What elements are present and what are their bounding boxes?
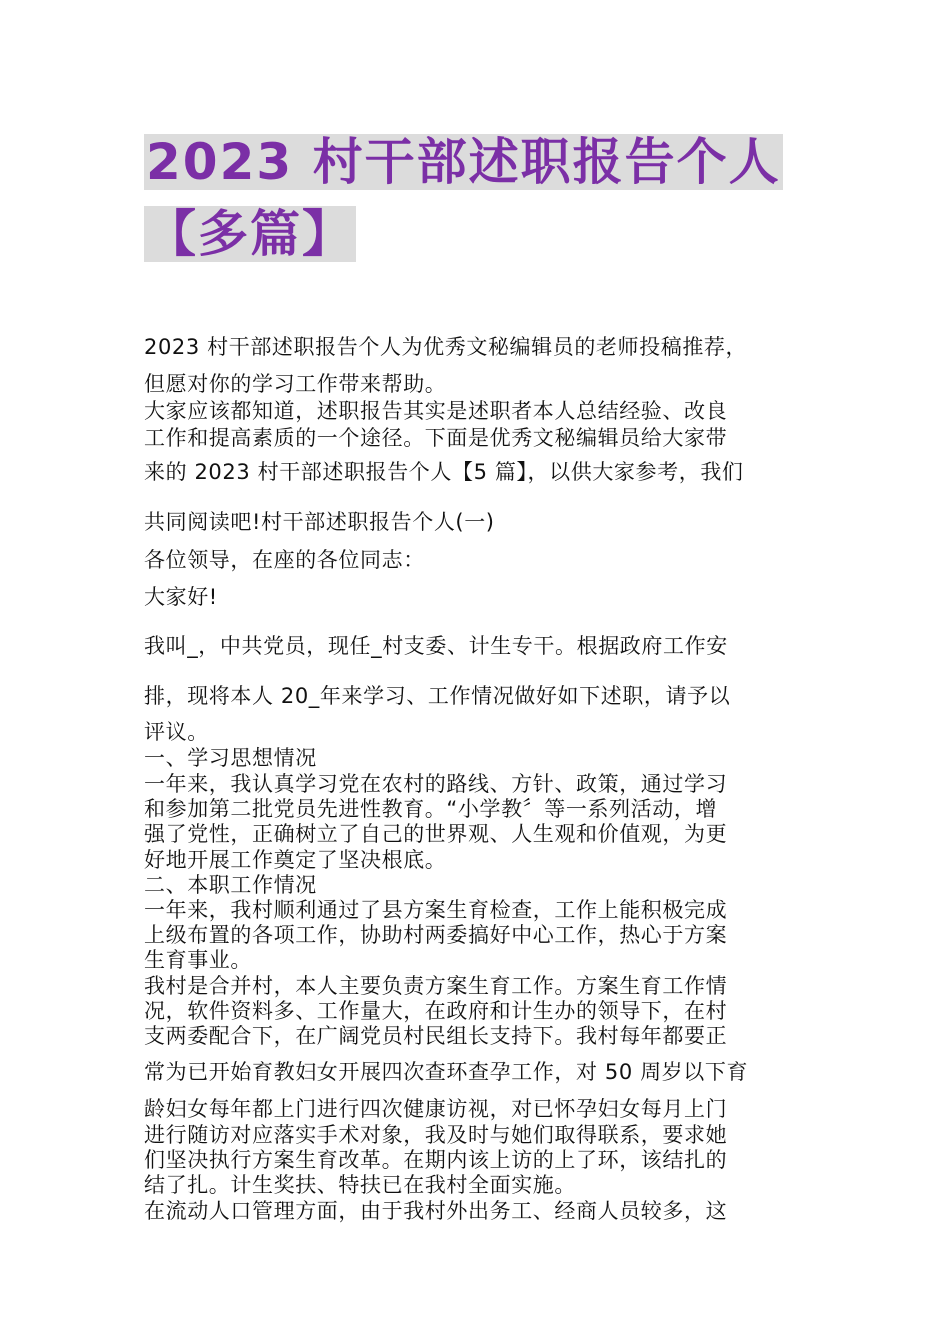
paragraph-line: 支两委配合下，在广阔党员村民组长支持下。我村每年都要正	[144, 1024, 728, 1048]
paragraph-line: 强了党性，正确树立了自己的世界观、人生观和价值观，为更	[144, 822, 728, 846]
paragraph-line: 们坚决执行方案生育改革。在期内该上访的上了环，该结扎的	[144, 1148, 728, 1172]
paragraph-line: 在流动人口管理方面，由于我村外出务工、经商人员较多，这	[144, 1199, 728, 1223]
paragraph-line: 生育事业。	[144, 948, 252, 972]
paragraph-line: 况，软件资料多、工作量大，在政府和计生办的领导下，在村	[144, 999, 728, 1023]
paragraph-line: 各位领导，在座的各位同志：	[144, 548, 425, 572]
paragraph-line: 但愿对你的学习工作带来帮助。	[144, 372, 447, 396]
paragraph-line: 工作和提高素质的一个途径。下面是优秀文秘编辑员给大家带	[144, 426, 728, 450]
paragraph-line: 2023 村干部述职报告个人为优秀文秘编辑员的老师投稿推荐，	[144, 335, 748, 359]
paragraph-line: 来的 2023 村干部述职报告个人【5 篇】，以供大家参考，我们	[144, 460, 744, 484]
paragraph-line: 评议。	[144, 720, 209, 744]
paragraph-line: 一年来，我认真学习党在农村的路线、方针、政策，通过学习	[144, 772, 728, 796]
section-heading: 一、学习思想情况	[144, 746, 317, 770]
paragraph-line: 我叫_，中共党员，现任_村支委、计生专干。根据政府工作安	[144, 634, 728, 658]
paragraph-line: 上级布置的各项工作，协助村两委搞好中心工作，热心于方案	[144, 923, 728, 947]
paragraph-line: 大家好!	[144, 585, 218, 609]
document-title-line-1: 2023 村干部述职报告个人	[146, 133, 781, 191]
paragraph-line: 排，现将本人 20_年来学习、工作情况做好如下述职，请予以	[144, 684, 731, 708]
paragraph-line: 进行随访对应落实手术对象，我及时与她们取得联系，要求她	[144, 1123, 728, 1147]
paragraph-line: 龄妇女每年都上门进行四次健康访视，对已怀孕妇女每月上门	[144, 1097, 728, 1121]
paragraph-line: 结了扎。计生奖扶、特扶已在我村全面实施。	[144, 1173, 576, 1197]
paragraph-line: 我村是合并村，本人主要负责方案生育工作。方案生育工作情	[144, 974, 728, 998]
section-heading: 二、本职工作情况	[144, 873, 317, 897]
paragraph-line: 共同阅读吧!村干部述职报告个人(一)	[144, 510, 495, 534]
paragraph-line: 一年来，我村顺利通过了县方案生育检查，工作上能积极完成	[144, 898, 728, 922]
document-title-line-2: 【多篇】	[146, 205, 354, 263]
paragraph-line: 常为已开始育教妇女开展四次查环查孕工作，对 50 周岁以下育	[144, 1060, 749, 1084]
paragraph-line: 大家应该都知道，述职报告其实是述职者本人总结经验、改良	[144, 399, 728, 423]
paragraph-line: 和参加第二批党员先进性教育。“小学教〞等一系列活动，增	[144, 797, 718, 821]
paragraph-line: 好地开展工作奠定了坚决根底。	[144, 848, 447, 872]
